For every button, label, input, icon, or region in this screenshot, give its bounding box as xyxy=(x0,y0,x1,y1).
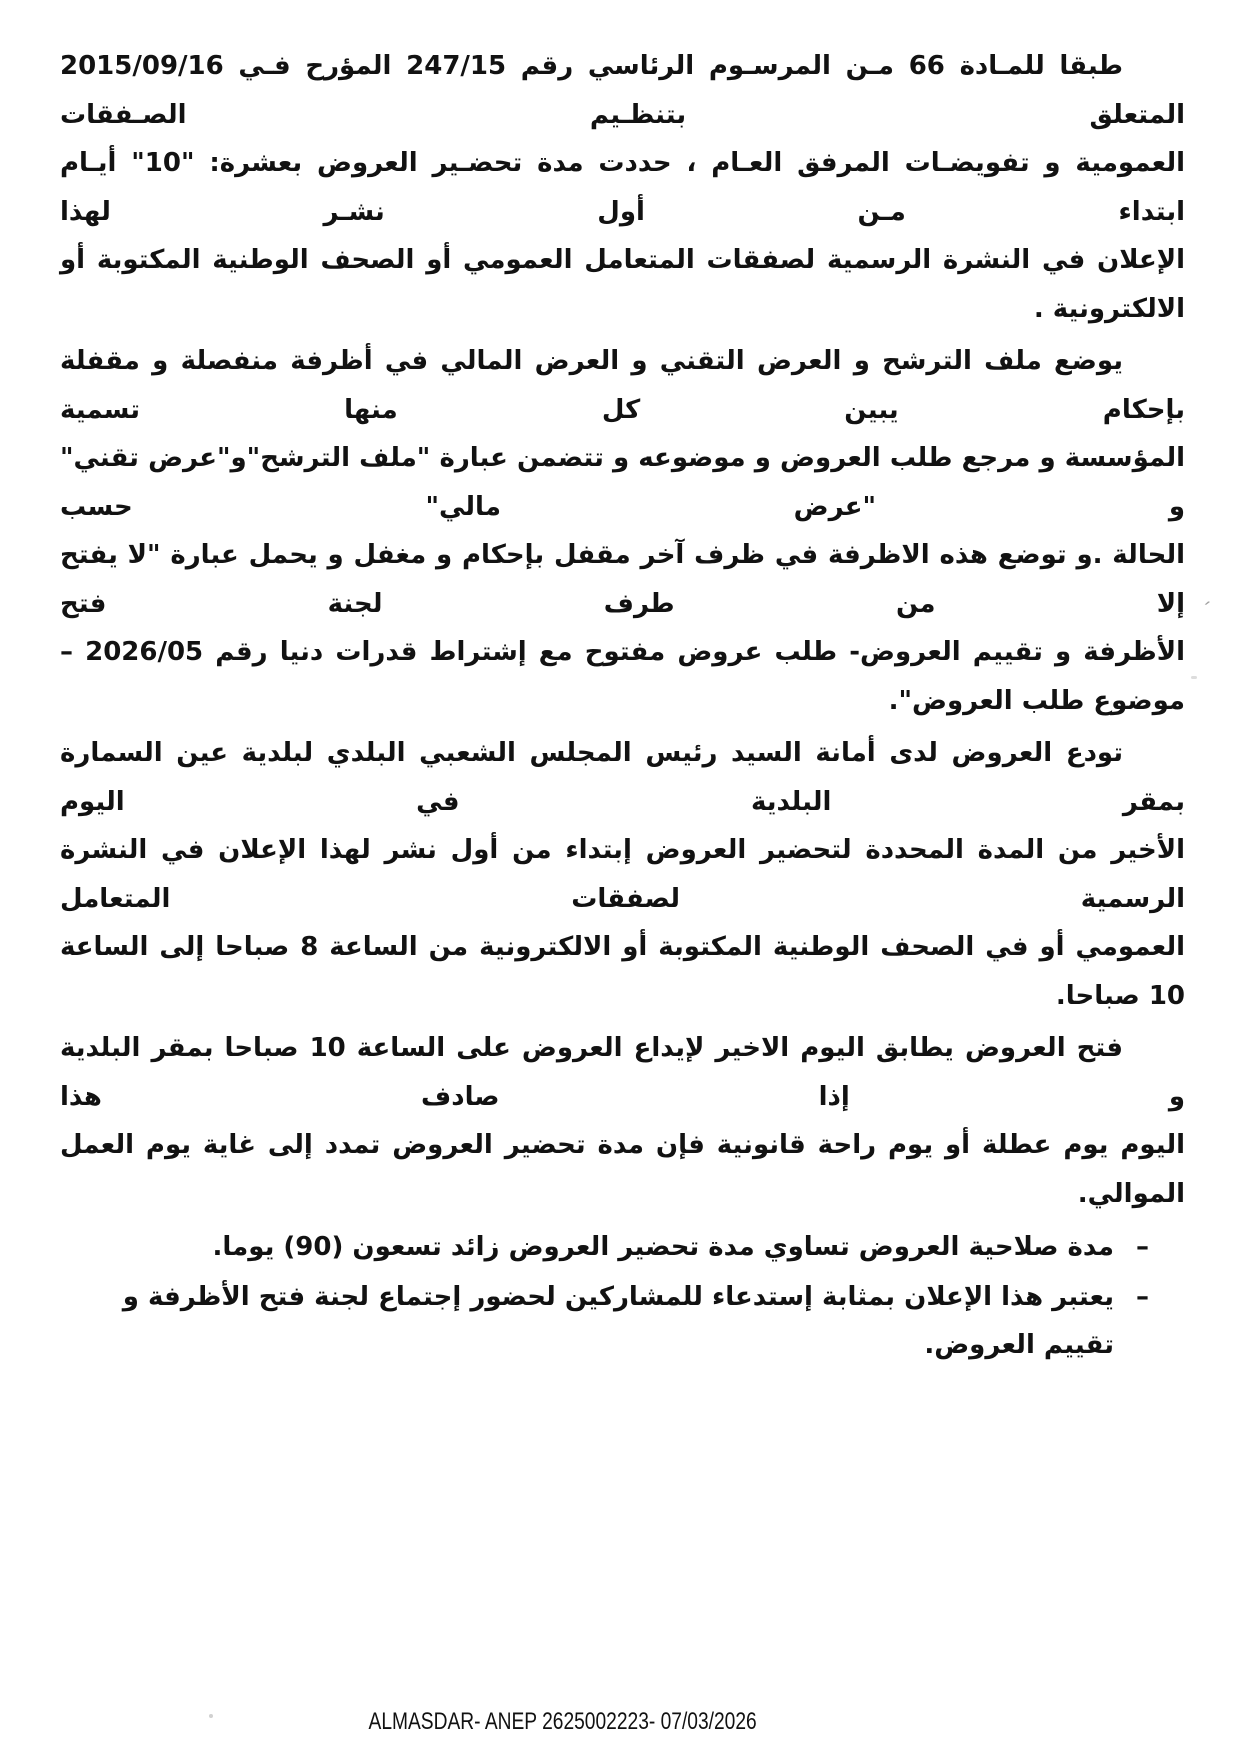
bullet-text: مدة صلاحية العروض تساوي مدة تحضير العروض زائد تسعون (90) يوما. xyxy=(212,1232,1114,1262)
document-body xyxy=(60,42,1185,1370)
footer xyxy=(0,1708,1241,1736)
scan-artifact-mark: ˊ xyxy=(1197,597,1213,623)
text-line: المؤسسة و مرجع طلب العروض و موضوعه و تتضمن عبارة "ملف الترشح"و"عرض تقني" و "عرض مالي" حسب xyxy=(60,443,1185,522)
text-line: الأخير من المدة المحددة لتحضير العروض إبتداء من أول نشر لهذا الإعلان في النشرة الرسمية لصفقات المتعامل xyxy=(60,835,1185,914)
bullet-list xyxy=(60,1223,1185,1370)
scan-artifact-speck xyxy=(1191,676,1197,679)
text-line: اليوم يوم عطلة أو يوم راحة قانونية فإن مدة تحضير العروض تمدد إلى غاية يوم العمل الموالي. xyxy=(60,1130,1185,1209)
text-line: يوضع ملف الترشح و العرض التقني و العرض المالي في أظرفة منفصلة و مقفلة بإحكام يبين كل منها تسمية xyxy=(60,346,1185,425)
paragraph xyxy=(60,1024,1185,1218)
text-line: فتح العروض يطابق اليوم الاخير لإيداع العروض على الساعة 10 صباحا بمقر البلدية و إذا صادف هذا xyxy=(60,1033,1185,1112)
bullet-item xyxy=(60,1273,1149,1370)
text-line: العمومي أو في الصحف الوطنية المكتوبة أو الالكترونية من الساعة 8 صباحا إلى الساعة 10 صباحا. xyxy=(60,932,1185,1011)
text-line: الإعلان في النشرة الرسمية لصفقات المتعامل العمومي أو الصحف الوطنية المكتوبة أو الالكترونية . xyxy=(60,245,1185,324)
text-line: الأظرفة و تقييم العروض- طلب عروض مفتوح مع إشتراط قدرات دنيا رقم 2026/05 – موضوع طلب العروض". xyxy=(60,637,1185,716)
paragraph xyxy=(60,42,1185,333)
bullet-text: يعتبر هذا الإعلان بمثابة إستدعاء للمشاركين لحضور إجتماع لجنة فتح الأظرفة و تقييم العروض. xyxy=(122,1281,1114,1360)
footer-reference-text: ALMASDAR- ANEP 2625002223- 07/03/2026 xyxy=(368,1708,757,1735)
text-line: العمومية و تفويضـات المرفق العـام ، حددت مدة تحضـير العروض بعشرة: "10" أيـام ابتداء مـن أول نشـر لهذا xyxy=(60,148,1185,227)
paragraph xyxy=(60,337,1185,725)
bullet-item xyxy=(60,1223,1149,1272)
paragraph xyxy=(60,729,1185,1020)
text-line: طبقا للمـادة 66 مـن المرسـوم الرئاسي رقم 247/15 المؤرح فـي 2015/09/16 المتعلق بتنظـيم الصـفقات xyxy=(60,51,1185,130)
bullet-dash-icon: – xyxy=(1136,1232,1149,1262)
text-line: الحالة .و توضع هذه الاظرفة في ظرف آخر مقفل بإحكام و مغفل و يحمل عبارة "لا يفتح إلا من طرف لجنة فتح xyxy=(60,540,1185,619)
text-line: تودع العروض لدى أمانة السيد رئيس المجلس الشعبي البلدي لبلدية عين السمارة بمقر البلدية في اليوم xyxy=(60,738,1185,817)
bullet-dash-icon: – xyxy=(1136,1281,1149,1312)
